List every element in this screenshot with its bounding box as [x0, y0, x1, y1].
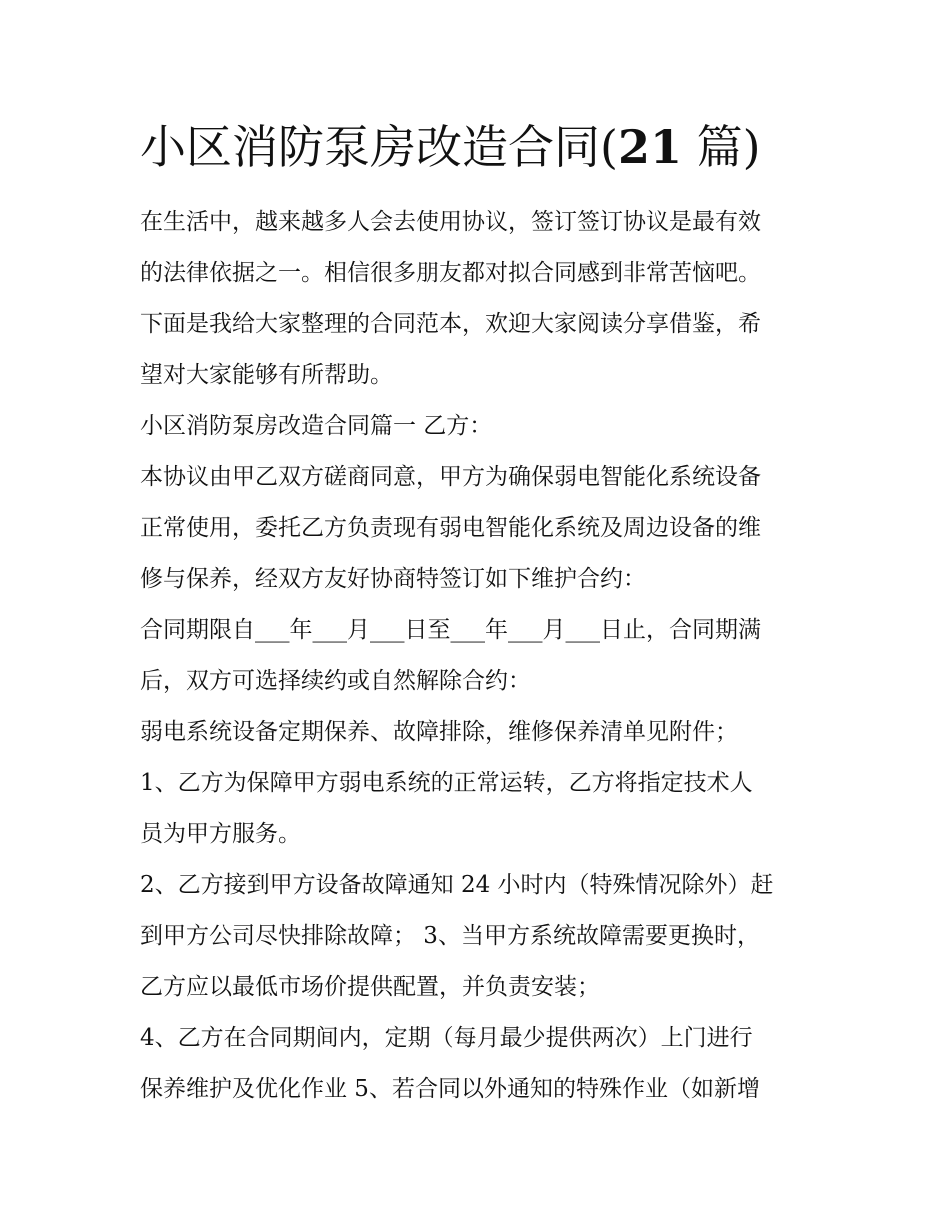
title-prefix: 小区消防泵房改造合同( — [140, 120, 618, 174]
text-line: 下面是我给大家整理的合同范本，欢迎大家阅读分享借鉴，希 — [140, 311, 761, 337]
text-line: 本协议由甲乙双方磋商同意，甲方为确保弱电智能化系统设备 — [140, 464, 761, 490]
text-line: 的法律依据之一。相信很多朋友都对拟合同感到非常苦恼吧。 — [140, 260, 761, 286]
text-line: 在生活中，越来越多人会去使用协议，签订签订协议是最有效 — [140, 209, 761, 235]
text-line: 4、乙方在合同期间内，定期（每月最少提供两次）上门进行 — [140, 1025, 753, 1051]
text-line: 2、乙方接到甲方设备故障通知 24 小时内（特殊情况除外）赶 — [140, 872, 774, 898]
text-line: 弱电系统设备定期保养、故障排除，维修保养清单见附件； — [140, 719, 738, 745]
text-line: 后，双方可选择续约或自然解除合约： — [140, 668, 531, 694]
title-suffix: 篇) — [681, 120, 761, 174]
text-line: 修与保养，经双方友好协商特签订如下维护合约： — [140, 566, 646, 592]
text-line: 保养维护及优化作业 5、若合同以外通知的特殊作业（如新增 — [140, 1076, 760, 1102]
text-line: 望对大家能够有所帮助。 — [140, 362, 393, 388]
text-line: 到甲方公司尽快排除故障； 3、当甲方系统故障需要更换时， — [140, 923, 760, 949]
title-number: 21 — [617, 120, 682, 174]
text-line: 合同期限自___年___月___日至___年___月___日止，合同期满 — [140, 617, 761, 643]
text-line: 正常使用，委托乙方负责现有弱电智能化系统及周边设备的维 — [140, 515, 761, 541]
text-line: 1、乙方为保障甲方弱电系统的正常运转，乙方将指定技术人 — [140, 770, 753, 796]
text-line: 员为甲方服务。 — [140, 821, 301, 847]
text-line: 乙方应以最低市场价提供配置，并负责安装； — [140, 974, 600, 1000]
document-body — [140, 197, 820, 1115]
document-title — [140, 112, 840, 182]
section-heading: 小区消防泵房改造合同篇一 乙方： — [140, 413, 493, 439]
